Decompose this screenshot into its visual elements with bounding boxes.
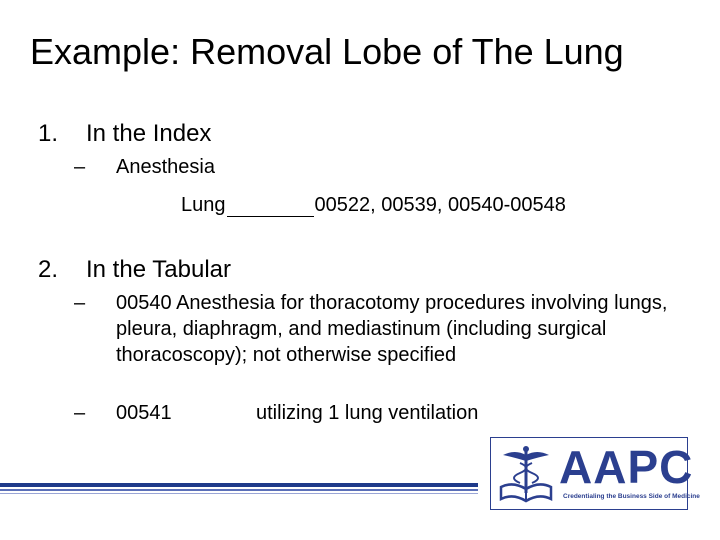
index-entry <box>181 193 566 217</box>
logo-tagline: Credentialing the Business Side of Medicine <box>563 493 700 500</box>
slide-title: Example: Removal Lobe of The Lung <box>30 31 624 72</box>
caduceus-book-icon <box>497 443 555 505</box>
footer-bar-hairline <box>0 493 478 494</box>
bullet-dash: – <box>74 156 86 178</box>
footer-bar <box>0 483 478 487</box>
index-subterm: Lung <box>181 194 226 216</box>
leader-line <box>227 199 314 217</box>
section-number: 2. <box>38 256 59 283</box>
index-main-term: Anesthesia <box>116 156 215 178</box>
bullet-dash: – <box>74 402 86 424</box>
index-codes: 00522, 00539, 00540-00548 <box>314 194 566 216</box>
tabular-entry-00540: 00540 Anesthesia for thoracotomy procedures involving lungs, pleura, diaphragm, and mediastinum (including surgical thoracoscopy); not otherwise specified <box>116 292 668 366</box>
logo-wordmark: AAPC <box>559 441 694 493</box>
aapc-logo <box>490 437 700 510</box>
bullet-dash: – <box>74 292 86 314</box>
tabular-entry-00541 <box>116 401 479 425</box>
section-heading: In the Index <box>86 120 212 147</box>
tabular-description: utilizing 1 lung ventilation <box>256 402 479 424</box>
section-number: 1. <box>38 120 59 147</box>
footer-bar-thin <box>0 489 478 491</box>
tabular-code: 00541 <box>116 402 172 424</box>
section-heading: In the Tabular <box>86 256 231 283</box>
